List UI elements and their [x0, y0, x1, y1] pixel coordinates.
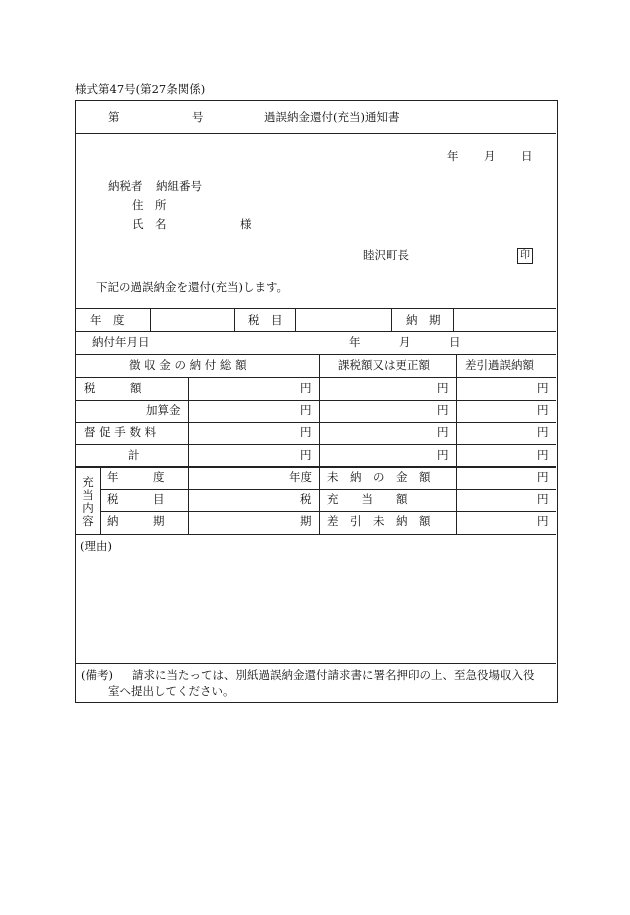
yen-unit: 円 — [437, 425, 449, 439]
allocation-tax-item-label: 税 目 — [107, 492, 165, 506]
fiscal-year-unit: 年度 — [289, 470, 312, 484]
allocation-side-label: 充当内容 — [82, 475, 94, 528]
document-title: 過誤納金還付(充当)通知書 — [264, 110, 400, 124]
yen-unit: 円 — [537, 425, 549, 439]
payment-period-label: 納 期 — [406, 313, 441, 327]
remaining-unpaid-label: 差 引 未 納 額 — [327, 514, 431, 528]
yen-unit: 円 — [300, 381, 312, 395]
overpaid-amount-header: 差引過誤納額 — [465, 358, 534, 372]
yen-unit: 円 — [437, 448, 449, 462]
assessed-amount-header: 課税額又は更正額 — [338, 358, 430, 372]
total-label: 計 — [128, 448, 140, 462]
tax-item-label: 税 目 — [248, 313, 283, 327]
yen-unit: 円 — [537, 448, 549, 462]
payment-date-label: 納付年月日 — [92, 335, 150, 349]
tax-amount-label: 税 額 — [84, 381, 142, 395]
date-day: 日 — [521, 149, 533, 163]
allocated-amount-label: 充 当 額 — [327, 492, 408, 506]
yen-unit: 円 — [300, 425, 312, 439]
payment-date-year: 年 — [349, 335, 361, 349]
yen-unit: 円 — [537, 470, 549, 484]
yen-unit: 円 — [300, 403, 312, 417]
form-label: 様式第47号(第27条関係) — [75, 82, 206, 96]
dunning-fee-label: 督 促 手 数 料 — [84, 425, 157, 439]
note-label: (備考) — [81, 668, 113, 682]
period-unit: 期 — [300, 514, 312, 528]
number-suffix: 号 — [192, 110, 204, 124]
total-paid-header: 徴 収 金 の 納 付 総 額 — [129, 358, 247, 372]
note-line-2: 室へ提出してください。 — [108, 684, 235, 698]
additional-tax-label: 加算金 — [146, 403, 181, 417]
statement: 下記の過誤納金を還付(充当)します。 — [96, 280, 289, 294]
yen-unit: 円 — [437, 381, 449, 395]
fiscal-year-label: 年 度 — [90, 313, 125, 327]
taxpayer-number-label: 納組番号 — [156, 179, 202, 193]
form-frame — [75, 100, 558, 703]
yen-unit: 円 — [437, 403, 449, 417]
payment-date-month: 月 — [399, 335, 411, 349]
honorific: 様 — [240, 217, 252, 231]
reason-label: (理由) — [80, 539, 112, 553]
tax-unit: 税 — [300, 492, 312, 506]
name-label: 氏 名 — [132, 217, 167, 231]
yen-unit: 円 — [537, 403, 549, 417]
yen-unit: 円 — [300, 448, 312, 462]
payment-date-day: 日 — [449, 335, 461, 349]
seal-stamp: 印 — [517, 248, 533, 264]
issuer-name: 睦沢町長 — [363, 248, 409, 262]
yen-unit: 円 — [537, 514, 549, 528]
number-prefix: 第 — [108, 110, 120, 124]
taxpayer-label: 納税者 — [108, 179, 143, 193]
yen-unit: 円 — [537, 492, 549, 506]
note-line-1: 請求に当たっては、別紙過誤納金還付請求書に署名押印の上、至急役場収入役 — [132, 668, 535, 682]
date-month: 月 — [484, 149, 496, 163]
allocation-period-label: 納 期 — [107, 514, 165, 528]
allocation-year-label: 年 度 — [107, 470, 165, 484]
date-year: 年 — [447, 149, 459, 163]
unpaid-amount-label: 未 納 の 金 額 — [327, 470, 431, 484]
address-label: 住 所 — [132, 198, 167, 212]
yen-unit: 円 — [537, 381, 549, 395]
